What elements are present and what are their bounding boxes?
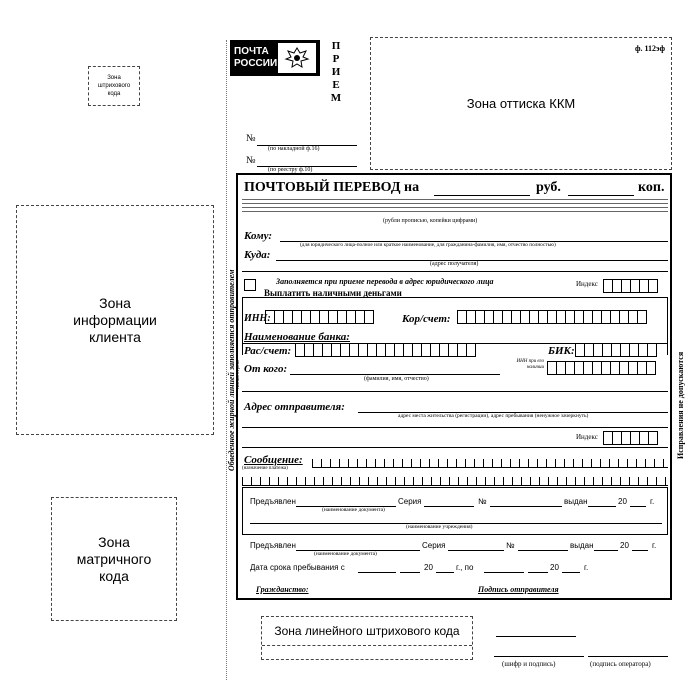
transfer-form: [236, 173, 672, 600]
priem-label: [330, 40, 342, 105]
series-2: Серия: [422, 541, 446, 550]
sender-addr-note: адрес места жительства (регистрации), адрес пребывания (ненужное зачеркнуть): [398, 413, 589, 419]
invoice-note: (по накладной ф.16): [268, 146, 320, 152]
priem-letter: М: [330, 92, 342, 104]
stay-year-2: 20: [550, 563, 559, 572]
pochta-logo: [230, 40, 320, 76]
bik-label: БИК:: [548, 345, 575, 357]
form-code: ф. 112эф: [634, 44, 665, 53]
kor-label: Кор/счет:: [402, 313, 451, 325]
cash-checkbox[interactable]: [244, 279, 256, 291]
num-sign-1: №: [246, 133, 256, 144]
index-label-1: Индекс: [576, 280, 598, 288]
sender-inn-cells[interactable]: [548, 361, 656, 375]
matrix-code-zone-label: Зона матричного кода: [76, 533, 152, 584]
g-2: г.: [652, 541, 657, 550]
cipher-signature-note: (шифр и подпись): [502, 660, 556, 668]
client-info-zone: [16, 205, 214, 435]
year-1: 20: [618, 497, 627, 506]
form-title: ПОЧТОВЫЙ ПЕРЕВОД на: [244, 180, 420, 195]
inn-note: ИНН при его наличии: [516, 359, 544, 370]
priem-letter: Е: [332, 79, 340, 91]
message-ticks-1[interactable]: [312, 459, 668, 467]
legal-header: Заполняется при приеме перевода в адрес юридического лица: [276, 277, 494, 286]
kuda-note: (адрес получателя): [430, 261, 479, 267]
rub-label: руб.: [536, 180, 561, 195]
cash-payout-label: Выплатить наличными деньгами: [264, 288, 402, 298]
priem-letter: П: [331, 40, 341, 52]
ras-cells[interactable]: [296, 343, 476, 357]
num-row-1: [246, 133, 256, 144]
kor-cells[interactable]: [458, 310, 647, 324]
stay-label: Дата срока пребывания с: [250, 563, 345, 572]
stay-year-1: 20: [424, 563, 433, 572]
inn-label: ИНН:: [244, 313, 271, 324]
stay-g: г.: [584, 563, 589, 572]
bank-label: Наименование банка:: [244, 331, 350, 343]
bik-cells[interactable]: [576, 343, 657, 357]
num-row-2: [246, 155, 256, 166]
amount-field[interactable]: [242, 199, 668, 213]
citizenship-label: Гражданство:: [256, 585, 309, 594]
eagle-emblem-icon: [278, 43, 316, 73]
issued-1: выдан: [564, 497, 588, 506]
kkm-zone-label: Зона оттиска ККМ: [466, 96, 576, 111]
year-2: 20: [620, 541, 629, 550]
priem-letter: И: [331, 66, 341, 78]
linear-barcode-zone: [261, 616, 473, 660]
doc-note-2: (наименование документа): [314, 551, 377, 557]
small-barcode-zone: [88, 66, 140, 106]
kop-label: коп.: [638, 180, 665, 195]
inst-note: (наименование учреждения): [406, 524, 473, 530]
message-note: (назначение платежа): [242, 466, 288, 471]
komu-label: Кому:: [244, 230, 273, 242]
kuda-label: Куда:: [244, 249, 271, 261]
client-info-zone-label: Зона информации клиента: [73, 294, 157, 345]
index-label-2: Индекс: [576, 433, 598, 441]
num-sign-2: №: [246, 155, 256, 166]
register-note: (по реестру ф.10): [268, 167, 313, 173]
operator-signature-note: (подпись оператора): [590, 660, 651, 668]
index-cells-2[interactable]: [604, 431, 658, 445]
message-ticks-2[interactable]: [242, 477, 668, 485]
sender-addr-label: Адрес отправителя:: [244, 401, 345, 413]
presented-1: Предъявлен: [250, 497, 296, 506]
matrix-code-zone: [51, 497, 177, 621]
g-1: г.: [650, 497, 655, 506]
stay-po: г., по: [456, 563, 474, 572]
small-barcode-zone-label: Зона штрихового кода: [97, 75, 131, 97]
issued-2: выдан: [570, 541, 594, 550]
presented-2: Предъявлен: [250, 541, 296, 550]
logo-line1: ПОЧТА: [234, 46, 269, 57]
num-1: №: [478, 497, 487, 506]
kkm-zone: [370, 37, 672, 170]
linear-barcode-label: Зона линейного штрихового кода: [274, 624, 460, 638]
doc-note-1: (наименование документа): [322, 507, 385, 513]
fio-note: (фамилия, имя, отчество): [364, 376, 429, 382]
logo-line2: РОССИИ: [234, 58, 278, 69]
komu-note: (для юридического лица-полное или краткое наименование, для гражданина-фамилия, имя, отчество полностью): [300, 242, 556, 248]
series-1: Серия: [398, 497, 422, 506]
no-corrections-note: Исправления не допускаются: [676, 351, 685, 459]
num-2: №: [506, 541, 515, 550]
ot-kogo-label: От кого:: [244, 363, 288, 375]
inn-cells[interactable]: [266, 310, 374, 324]
amount-note: (рубли прописью, копейки цифрами): [383, 218, 478, 224]
index-cells-1[interactable]: [604, 279, 658, 293]
cut-line-note: Линия отреза: [236, 360, 241, 390]
ras-label: Рас/счет:: [244, 345, 292, 357]
signature-label: Подпись отправителя: [478, 585, 559, 594]
priem-letter: Р: [332, 53, 340, 65]
sender-fill-note: Обведенное жирной линией заполняется отправителем: [227, 269, 236, 471]
message-label: Сообщение:: [244, 454, 303, 466]
